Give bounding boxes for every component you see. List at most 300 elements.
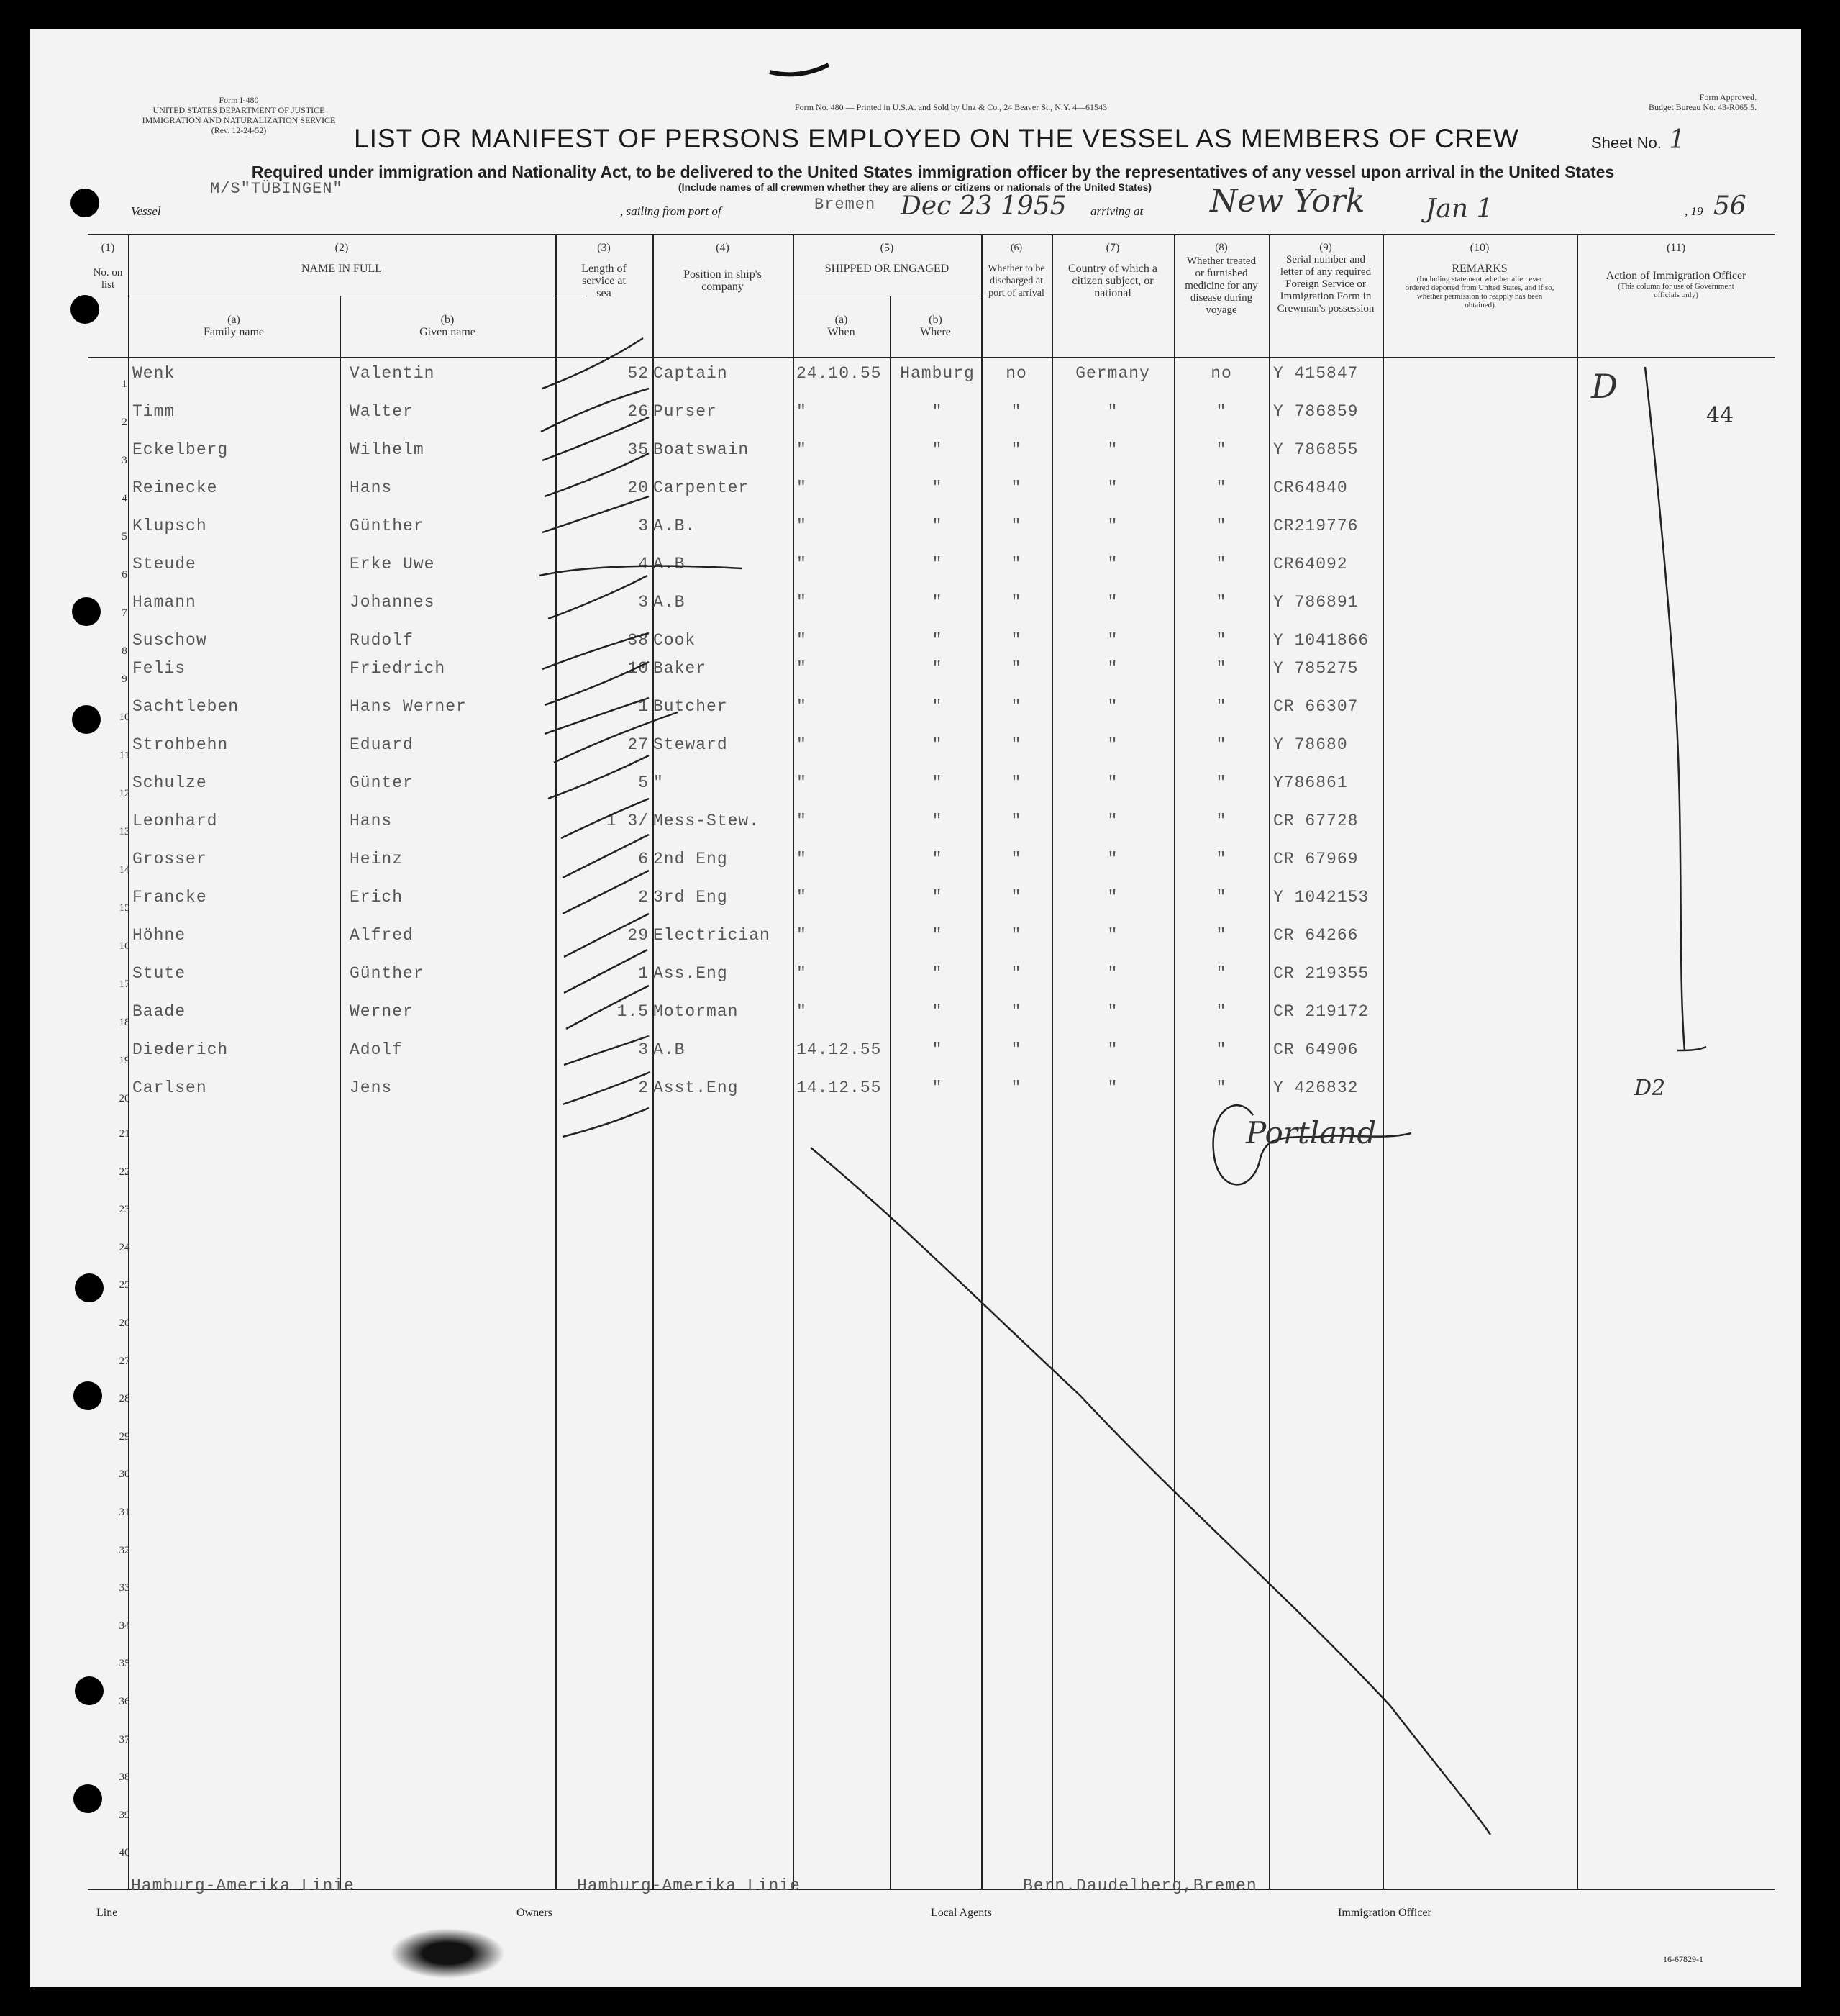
family-name: Suschow bbox=[132, 631, 207, 650]
length-of-service: 26 bbox=[627, 402, 649, 421]
form-id-line: IMMIGRATION AND NATURALIZATION SERVICE bbox=[142, 115, 336, 125]
row-number: 20 bbox=[119, 1093, 130, 1104]
position: Carpenter bbox=[653, 478, 750, 497]
position: Butcher bbox=[653, 697, 728, 716]
row-number: 2 bbox=[122, 417, 127, 428]
position: Boatswain bbox=[653, 440, 750, 459]
family-name: Stute bbox=[132, 964, 186, 983]
strike-mark bbox=[564, 950, 647, 993]
serial-number: Y786861 bbox=[1273, 773, 1348, 792]
length-of-service: 3 bbox=[638, 593, 649, 612]
col-header-2b: (b) Given name bbox=[419, 314, 475, 338]
serial-number: Y 786859 bbox=[1273, 402, 1359, 421]
owners-value: Hamburg-Amerika Linie bbox=[577, 1876, 801, 1895]
serial-number: CR219776 bbox=[1273, 517, 1359, 535]
medicine: " bbox=[1216, 888, 1227, 907]
serial-number: CR 64906 bbox=[1273, 1040, 1359, 1059]
col-number: (5) bbox=[880, 242, 894, 254]
strike-mark bbox=[542, 338, 643, 389]
length-of-service: 1 3/ bbox=[606, 812, 649, 830]
col11-mark: D bbox=[1591, 367, 1618, 406]
country: " bbox=[1107, 631, 1119, 650]
discharged: " bbox=[1011, 631, 1022, 650]
family-name: Hamann bbox=[132, 593, 196, 612]
row-number: 21 bbox=[119, 1128, 130, 1140]
col-label: SHIPPED OR ENGAGED bbox=[824, 263, 949, 275]
col-header-5a: (a) When bbox=[827, 314, 855, 338]
row-number: 8 bbox=[122, 645, 127, 657]
row-number: 1 bbox=[122, 378, 127, 390]
strike-mark bbox=[564, 1036, 649, 1065]
given-name: Valentin bbox=[350, 364, 435, 383]
vessel-label: Vessel bbox=[131, 204, 161, 218]
row-number: 37 bbox=[119, 1733, 130, 1745]
year-value: 56 bbox=[1713, 191, 1746, 221]
punch-hole bbox=[75, 1273, 104, 1302]
printer-note: Form No. 480 — Printed in U.S.A. and Sold by Unz & Co., 24 Beaver St., N.Y. 4—61543 bbox=[794, 102, 1108, 112]
serial-number: CR 64266 bbox=[1273, 926, 1359, 945]
manifest-page bbox=[30, 29, 1801, 1987]
country: " bbox=[1107, 926, 1119, 945]
medicine: " bbox=[1216, 1040, 1227, 1059]
shipped-where: " bbox=[932, 926, 943, 945]
col-note: (Including statement whether alien ever ordered deported from United States, and if so, whether permission to reapply has been obtained) bbox=[1405, 275, 1554, 309]
medicine: " bbox=[1216, 812, 1227, 830]
form-id-line: (Rev. 12-24-52) bbox=[211, 125, 267, 135]
arriving-label: arriving at bbox=[1090, 204, 1144, 218]
form-number: 16-67829-1 bbox=[1663, 1954, 1703, 1964]
col11-bottom-mark: D2 bbox=[1634, 1076, 1666, 1101]
serial-number: CR64092 bbox=[1273, 555, 1348, 573]
discharged: " bbox=[1011, 440, 1022, 459]
row-number: 25 bbox=[119, 1279, 130, 1291]
row-number: 13 bbox=[119, 826, 130, 837]
col-label: Action of Immigration Officer bbox=[1606, 270, 1746, 282]
strike-mark bbox=[563, 835, 649, 878]
form-id-line: UNITED STATES DEPARTMENT OF JUSTICE bbox=[152, 105, 325, 115]
position: Cook bbox=[653, 631, 696, 650]
position: Purser bbox=[653, 402, 717, 421]
given-name: Erke Uwe bbox=[350, 555, 435, 573]
shipped-where: " bbox=[932, 517, 943, 535]
discharged: " bbox=[1011, 593, 1022, 612]
shipped-when: " bbox=[796, 964, 807, 983]
length-of-service: 1 bbox=[638, 697, 649, 716]
given-name: Alfred bbox=[350, 926, 414, 945]
country: " bbox=[1107, 517, 1119, 535]
col-header-2a: (a) Family name bbox=[204, 314, 264, 338]
length-of-service: 35 bbox=[627, 440, 649, 459]
row-number: 34 bbox=[119, 1620, 130, 1632]
strike-mark bbox=[564, 914, 649, 957]
position: A.B bbox=[653, 1040, 686, 1059]
shipped-when: " bbox=[796, 697, 807, 716]
row-number: 19 bbox=[119, 1055, 130, 1066]
serial-number: Y 426832 bbox=[1273, 1079, 1359, 1097]
discharged: " bbox=[1011, 964, 1022, 983]
punch-hole bbox=[73, 1784, 102, 1813]
medicine: " bbox=[1216, 402, 1227, 421]
given-name: Eduard bbox=[350, 735, 414, 754]
length-of-service: 38 bbox=[627, 631, 649, 650]
subtitle: Required under immigration and Nationality Act, to be delivered to the United States immigration officer by the representatives of any vessel upon arrival in the United States bbox=[251, 163, 1615, 181]
given-name: Günther bbox=[350, 964, 424, 983]
family-name: Felis bbox=[132, 659, 186, 678]
length-of-service: 1.5 bbox=[616, 1002, 649, 1021]
country: " bbox=[1107, 697, 1119, 716]
given-name: Friedrich bbox=[350, 659, 446, 678]
given-name: Jens bbox=[350, 1079, 393, 1097]
sailing-label: , sailing from port of bbox=[620, 204, 721, 218]
diagonal-cancel-line bbox=[811, 1148, 1490, 1835]
length-of-service: 29 bbox=[627, 926, 649, 945]
medicine: " bbox=[1216, 926, 1227, 945]
given-name: Hans bbox=[350, 812, 393, 830]
year-label: , 19 bbox=[1685, 204, 1703, 218]
country: " bbox=[1107, 1079, 1119, 1097]
col-number: (6) bbox=[1010, 242, 1023, 253]
discharged: no bbox=[1006, 364, 1027, 383]
shipped-where: " bbox=[932, 478, 943, 497]
serial-number: Y 415847 bbox=[1273, 364, 1359, 383]
medicine: no bbox=[1211, 364, 1232, 383]
length-of-service: 3 bbox=[638, 517, 649, 535]
col-label: No. on list bbox=[93, 267, 123, 291]
length-of-service: 20 bbox=[627, 478, 649, 497]
discharged: " bbox=[1011, 697, 1022, 716]
col-label: Whether treated or furnished medicine for any disease during voyage bbox=[1185, 255, 1258, 316]
position: Asst.Eng bbox=[653, 1079, 739, 1097]
length-of-service: 6 bbox=[638, 850, 649, 868]
country: " bbox=[1107, 735, 1119, 754]
length-of-service: 2 bbox=[638, 1079, 649, 1097]
length-of-service: 5 bbox=[638, 773, 649, 792]
position: Motorman bbox=[653, 1002, 739, 1021]
position: 2nd Eng bbox=[653, 850, 728, 868]
col-number: (3) bbox=[597, 242, 611, 254]
shipped-where: " bbox=[932, 555, 943, 573]
punch-hole bbox=[73, 1381, 102, 1410]
serial-number: CR 67969 bbox=[1273, 850, 1359, 868]
discharged: " bbox=[1011, 517, 1022, 535]
row-number: 36 bbox=[119, 1696, 130, 1707]
country: " bbox=[1107, 1002, 1119, 1021]
family-name: Schulze bbox=[132, 773, 207, 792]
family-name: Steude bbox=[132, 555, 196, 573]
given-name: Werner bbox=[350, 1002, 414, 1021]
vessel-name: M/S"TÜBINGEN" bbox=[210, 180, 343, 198]
col-number: (11) bbox=[1666, 242, 1686, 254]
row-number: 22 bbox=[119, 1166, 130, 1178]
col-label: Position in ship's company bbox=[683, 268, 762, 293]
length-of-service: 2 bbox=[638, 888, 649, 907]
position: Mess-Stew. bbox=[653, 812, 760, 830]
given-name: Walter bbox=[350, 402, 414, 421]
shipped-when: " bbox=[796, 812, 807, 830]
row-number: 35 bbox=[119, 1658, 130, 1670]
medicine: " bbox=[1216, 517, 1227, 535]
shipped-where: " bbox=[932, 593, 943, 612]
serial-number: Y 785275 bbox=[1273, 659, 1359, 678]
discharged: " bbox=[1011, 402, 1022, 421]
row-number: 16 bbox=[119, 940, 130, 952]
line-label: Line bbox=[96, 1907, 118, 1919]
pen-marks bbox=[30, 29, 1801, 1987]
given-name: Adolf bbox=[350, 1040, 404, 1059]
row-number: 12 bbox=[119, 788, 130, 799]
strike-mark bbox=[563, 1108, 649, 1137]
discharged: " bbox=[1011, 735, 1022, 754]
medicine: " bbox=[1216, 631, 1227, 650]
position: Steward bbox=[653, 735, 728, 754]
col-number: (8) bbox=[1215, 242, 1228, 253]
medicine: " bbox=[1216, 1079, 1227, 1097]
shipped-when: " bbox=[796, 926, 807, 945]
row-number: 3 bbox=[122, 455, 127, 466]
serial-number: CR 66307 bbox=[1273, 697, 1359, 716]
length-of-service: 4 bbox=[638, 555, 649, 573]
shipped-when: " bbox=[796, 402, 807, 421]
shipped-when: 14.12.55 bbox=[796, 1040, 882, 1059]
position: " bbox=[653, 773, 664, 792]
approval-line: Budget Bureau No. 43-R065.5. bbox=[1649, 102, 1757, 112]
shipped-when: " bbox=[796, 478, 807, 497]
family-name: Höhne bbox=[132, 926, 186, 945]
country: " bbox=[1107, 440, 1119, 459]
sheet-label: Sheet No. bbox=[1591, 134, 1662, 152]
agents-value: Bern.Daudelberg,Bremen bbox=[1023, 1876, 1257, 1895]
country: " bbox=[1107, 888, 1119, 907]
medicine: " bbox=[1216, 440, 1227, 459]
sailing-port: Bremen bbox=[814, 196, 876, 214]
strike-mark bbox=[542, 633, 649, 669]
serial-number: Y 786891 bbox=[1273, 593, 1359, 612]
form-id-line: Form I-480 bbox=[219, 95, 259, 105]
discharged: " bbox=[1011, 812, 1022, 830]
position: A.B bbox=[653, 555, 686, 573]
page-title: LIST OR MANIFEST OF PERSONS EMPLOYED ON THE VESSEL AS MEMBERS OF CREW bbox=[354, 124, 1519, 153]
serial-number: Y 786855 bbox=[1273, 440, 1359, 459]
row-number: 9 bbox=[122, 673, 127, 685]
shipped-when: " bbox=[796, 659, 807, 678]
position: 3rd Eng bbox=[653, 888, 728, 907]
shipped-where: " bbox=[932, 773, 943, 792]
shipped-when: " bbox=[796, 593, 807, 612]
arriving-port: New York bbox=[1210, 183, 1365, 219]
strike-mark bbox=[566, 986, 649, 1029]
discharged: " bbox=[1011, 850, 1022, 868]
strike-mark bbox=[539, 566, 742, 576]
row-number: 38 bbox=[119, 1771, 130, 1784]
country: " bbox=[1107, 555, 1119, 573]
bracket-mark bbox=[1645, 367, 1706, 1050]
col-number: (1) bbox=[101, 242, 115, 254]
position: Electrician bbox=[653, 926, 770, 945]
length-strike-marks bbox=[539, 338, 742, 1137]
medicine: " bbox=[1216, 850, 1227, 868]
discharged: " bbox=[1011, 555, 1022, 573]
owners-label: Owners bbox=[516, 1907, 552, 1919]
family-name: Baade bbox=[132, 1002, 186, 1021]
discharged: " bbox=[1011, 1040, 1022, 1059]
shipped-where: " bbox=[932, 1002, 943, 1021]
count-annotation: 44 bbox=[1706, 403, 1734, 428]
given-name: Günther bbox=[350, 517, 424, 535]
shipped-where: " bbox=[932, 631, 943, 650]
discharged: " bbox=[1011, 888, 1022, 907]
family-name: Klupsch bbox=[132, 517, 207, 535]
signature: Portland bbox=[1246, 1115, 1377, 1150]
col-number: (4) bbox=[716, 242, 729, 254]
row-number: 33 bbox=[119, 1582, 130, 1594]
strike-mark bbox=[563, 871, 649, 914]
row-number: 18 bbox=[119, 1017, 130, 1028]
row-number: 23 bbox=[119, 1204, 130, 1216]
shipped-where: " bbox=[932, 440, 943, 459]
family-name: Strohbehn bbox=[132, 735, 229, 754]
serial-number: CR64840 bbox=[1273, 478, 1348, 497]
strike-mark bbox=[548, 755, 649, 799]
family-name: Timm bbox=[132, 402, 176, 421]
shipped-where: " bbox=[932, 812, 943, 830]
country: Germany bbox=[1075, 364, 1150, 383]
given-name: Erich bbox=[350, 888, 404, 907]
arriving-date: Jan 1 bbox=[1426, 194, 1493, 224]
row-number: 6 bbox=[122, 569, 127, 581]
strike-mark bbox=[561, 799, 649, 838]
strike-mark bbox=[542, 496, 649, 532]
punch-hole bbox=[72, 705, 101, 734]
discharged: " bbox=[1011, 926, 1022, 945]
country: " bbox=[1107, 850, 1119, 868]
length-of-service: 52 bbox=[627, 364, 649, 383]
row-number: 32 bbox=[119, 1544, 130, 1556]
shipped-when: " bbox=[796, 888, 807, 907]
ink-smudge bbox=[390, 1928, 505, 1979]
shipped-where: Hamburg bbox=[900, 364, 975, 383]
sheet-number: 1 bbox=[1669, 125, 1685, 155]
given-name: Hans Werner bbox=[350, 697, 467, 716]
discharged: " bbox=[1011, 659, 1022, 678]
family-name: Eckelberg bbox=[132, 440, 229, 459]
officer-label: Immigration Officer bbox=[1338, 1907, 1431, 1919]
shipped-when: " bbox=[796, 773, 807, 792]
serial-number: Y 1042153 bbox=[1273, 888, 1370, 907]
given-name: Rudolf bbox=[350, 631, 414, 650]
shipped-when: 24.10.55 bbox=[796, 364, 882, 383]
medicine: " bbox=[1216, 659, 1227, 678]
col-label: Serial number and letter of any required Foreign Service or Immigration Form in Crewman's possession bbox=[1277, 254, 1375, 314]
col-label: REMARKS bbox=[1452, 263, 1508, 275]
row-number: 10 bbox=[119, 712, 130, 723]
col-label: Length of service at sea bbox=[581, 263, 627, 299]
length-of-service: 10 bbox=[627, 659, 649, 678]
shipped-when: " bbox=[796, 1002, 807, 1021]
row-number: 7 bbox=[122, 607, 127, 619]
shipped-when: " bbox=[796, 517, 807, 535]
given-name: Wilhelm bbox=[350, 440, 424, 459]
family-name: Grosser bbox=[132, 850, 207, 868]
serial-number: CR 219355 bbox=[1273, 964, 1370, 983]
family-name: Carlsen bbox=[132, 1079, 207, 1097]
col-note: (This column for use of Government officials only) bbox=[1618, 282, 1734, 299]
shipped-when: " bbox=[796, 631, 807, 650]
serial-number: CR 67728 bbox=[1273, 812, 1359, 830]
shipped-where: " bbox=[932, 402, 943, 421]
position: Ass.Eng bbox=[653, 964, 728, 983]
punch-hole bbox=[72, 597, 101, 626]
country: " bbox=[1107, 478, 1119, 497]
punch-hole bbox=[70, 189, 99, 217]
strike-mark bbox=[563, 1072, 650, 1104]
medicine: " bbox=[1216, 697, 1227, 716]
row-number: 26 bbox=[119, 1317, 130, 1329]
medicine: " bbox=[1216, 735, 1227, 754]
shipped-where: " bbox=[932, 735, 943, 754]
shipped-where: " bbox=[932, 888, 943, 907]
medicine: " bbox=[1216, 964, 1227, 983]
given-name: Johannes bbox=[350, 593, 435, 612]
shipped-where: " bbox=[932, 1040, 943, 1059]
punch-hole bbox=[75, 1676, 104, 1705]
strike-mark bbox=[541, 389, 649, 432]
medicine: " bbox=[1216, 773, 1227, 792]
col-number: (10) bbox=[1470, 242, 1490, 254]
row-number: 4 bbox=[122, 493, 127, 504]
given-name: Hans bbox=[350, 478, 393, 497]
strike-mark bbox=[554, 712, 678, 763]
row-number: 14 bbox=[119, 864, 130, 876]
family-name: Leonhard bbox=[132, 812, 218, 830]
position: A.B bbox=[653, 593, 686, 612]
shipped-when: " bbox=[796, 850, 807, 868]
col-label: NAME IN FULL bbox=[301, 263, 382, 275]
row-number: 27 bbox=[119, 1355, 130, 1367]
medicine: " bbox=[1216, 593, 1227, 612]
country: " bbox=[1107, 659, 1119, 678]
col-number: (7) bbox=[1106, 242, 1120, 254]
given-name: Günter bbox=[350, 773, 414, 792]
shipped-where: " bbox=[932, 964, 943, 983]
row-number: 11 bbox=[119, 750, 130, 761]
family-name: Sachtleben bbox=[132, 697, 240, 716]
shipped-where: " bbox=[932, 850, 943, 868]
row-number: 29 bbox=[119, 1430, 130, 1443]
line-value: Hamburg-Amerika Linie bbox=[131, 1876, 355, 1895]
serial-number: Y 78680 bbox=[1273, 735, 1348, 754]
serial-number: Y 1041866 bbox=[1273, 631, 1370, 650]
discharged: " bbox=[1011, 1002, 1022, 1021]
shipped-where: " bbox=[932, 1079, 943, 1097]
row-number: 5 bbox=[122, 531, 127, 542]
row-number: 39 bbox=[119, 1809, 130, 1821]
serial-number: CR 219172 bbox=[1273, 1002, 1370, 1021]
family-name: Wenk bbox=[132, 364, 176, 383]
length-of-service: 27 bbox=[627, 735, 649, 754]
country: " bbox=[1107, 812, 1119, 830]
shipped-when: 14.12.55 bbox=[796, 1079, 882, 1097]
strike-mark bbox=[545, 662, 649, 705]
shipped-when: " bbox=[796, 555, 807, 573]
discharged: " bbox=[1011, 478, 1022, 497]
medicine: " bbox=[1216, 478, 1227, 497]
strike-mark bbox=[545, 453, 649, 496]
row-number: 40 bbox=[119, 1847, 130, 1859]
check-mark bbox=[770, 65, 829, 74]
col-label: Whether to be discharged at port of arrival bbox=[988, 263, 1045, 299]
subnote: (Include names of all crewmen whether they are aliens or citizens or nationals of the United States) bbox=[678, 181, 1152, 193]
row-number: 28 bbox=[119, 1393, 130, 1405]
